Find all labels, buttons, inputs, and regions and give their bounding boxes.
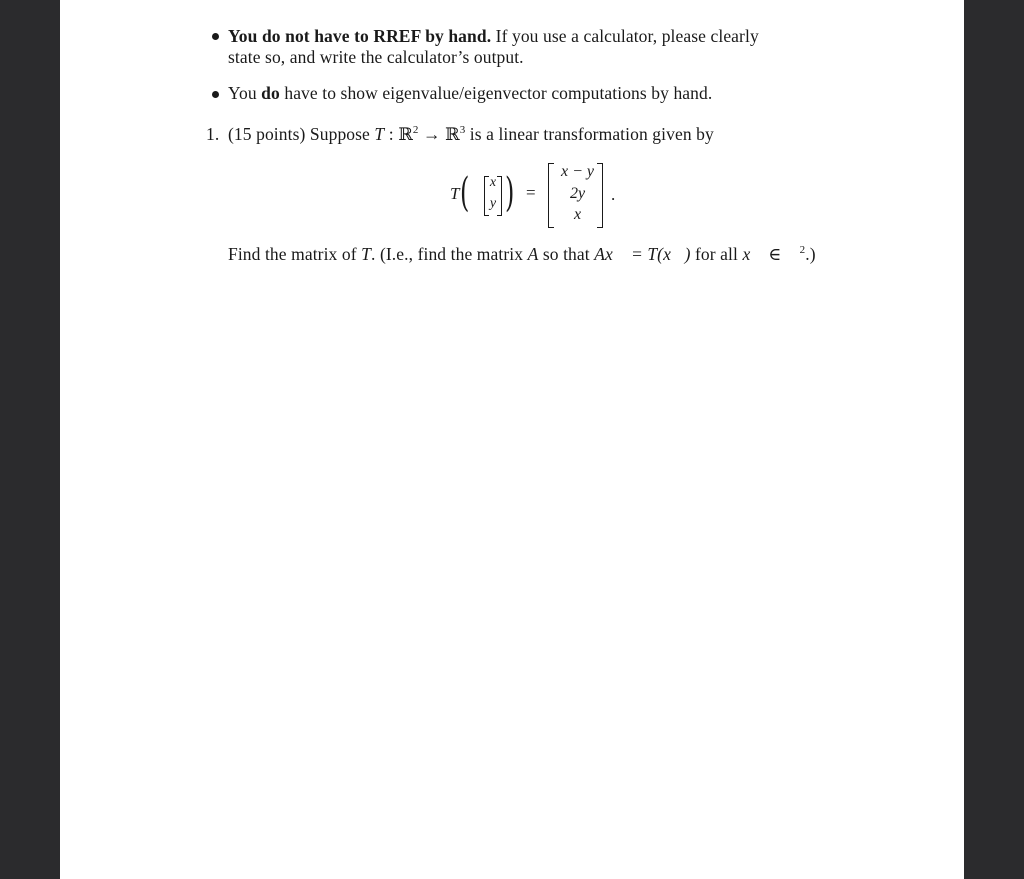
question-exponent: 2 [799, 244, 806, 256]
bullet-1-line-2: state so, and write the calculator’s output. [228, 47, 524, 67]
bullet-1-rest: If you use a calculator, please clearly [495, 26, 759, 46]
problem-number: 1. [206, 124, 220, 144]
question-so-that: so that [542, 244, 590, 264]
domain-exponent: 2 [412, 124, 419, 136]
codomain-set: ℝ [445, 124, 460, 144]
left-paren: ( [460, 170, 470, 216]
question-A: A [527, 244, 539, 264]
input-x: x [489, 175, 497, 190]
problem-question [228, 244, 816, 265]
bullet-marker [212, 33, 219, 40]
codomain-exponent: 3 [459, 124, 466, 136]
question-membership: x⃗ ∈ ℝ [742, 244, 800, 264]
question-T: T [361, 244, 371, 264]
bullet-2-pre: You [228, 83, 257, 103]
map-symbol: T [374, 124, 385, 144]
question-pre: Find the matrix of [228, 244, 357, 264]
domain-set: ℝ [398, 124, 413, 144]
input-vector-right-bracket [497, 176, 502, 216]
equation-function: T [450, 184, 460, 203]
document-page [60, 0, 964, 879]
bullet-1-bold-lead: You do not have to RREF by hand. [228, 26, 492, 46]
problem-intro-post: is a linear transformation given by [469, 124, 714, 144]
output-row-2: 2y [569, 185, 586, 202]
bullet-marker [212, 91, 219, 98]
bullet-2-post: have to show eigenvalue/eigenvector computations by hand. [284, 83, 713, 103]
bullet-2-bold: do [261, 83, 280, 103]
output-vector-right-bracket [597, 163, 603, 228]
bullet-2-line [228, 83, 712, 104]
output-row-3: x [573, 206, 582, 223]
input-y: y [489, 196, 497, 211]
problem-intro [228, 124, 714, 145]
map-colon: : [388, 124, 394, 144]
equation-period: . [611, 185, 616, 204]
output-row-1: x − y [561, 163, 594, 180]
right-paren: ) [505, 170, 515, 216]
problem-points: (15 points) [228, 124, 306, 144]
question-mid: . (I.e., find the matrix [371, 244, 524, 264]
question-end: .) [805, 244, 816, 264]
question-forall: for all [695, 244, 738, 264]
problem-intro-pre: Suppose [309, 124, 370, 144]
arrow: → [422, 124, 441, 144]
equals-sign: = [526, 183, 536, 202]
question-equation: Ax⃗ = T(x⃗) [594, 244, 691, 264]
bullet-1-line-1 [228, 26, 759, 47]
